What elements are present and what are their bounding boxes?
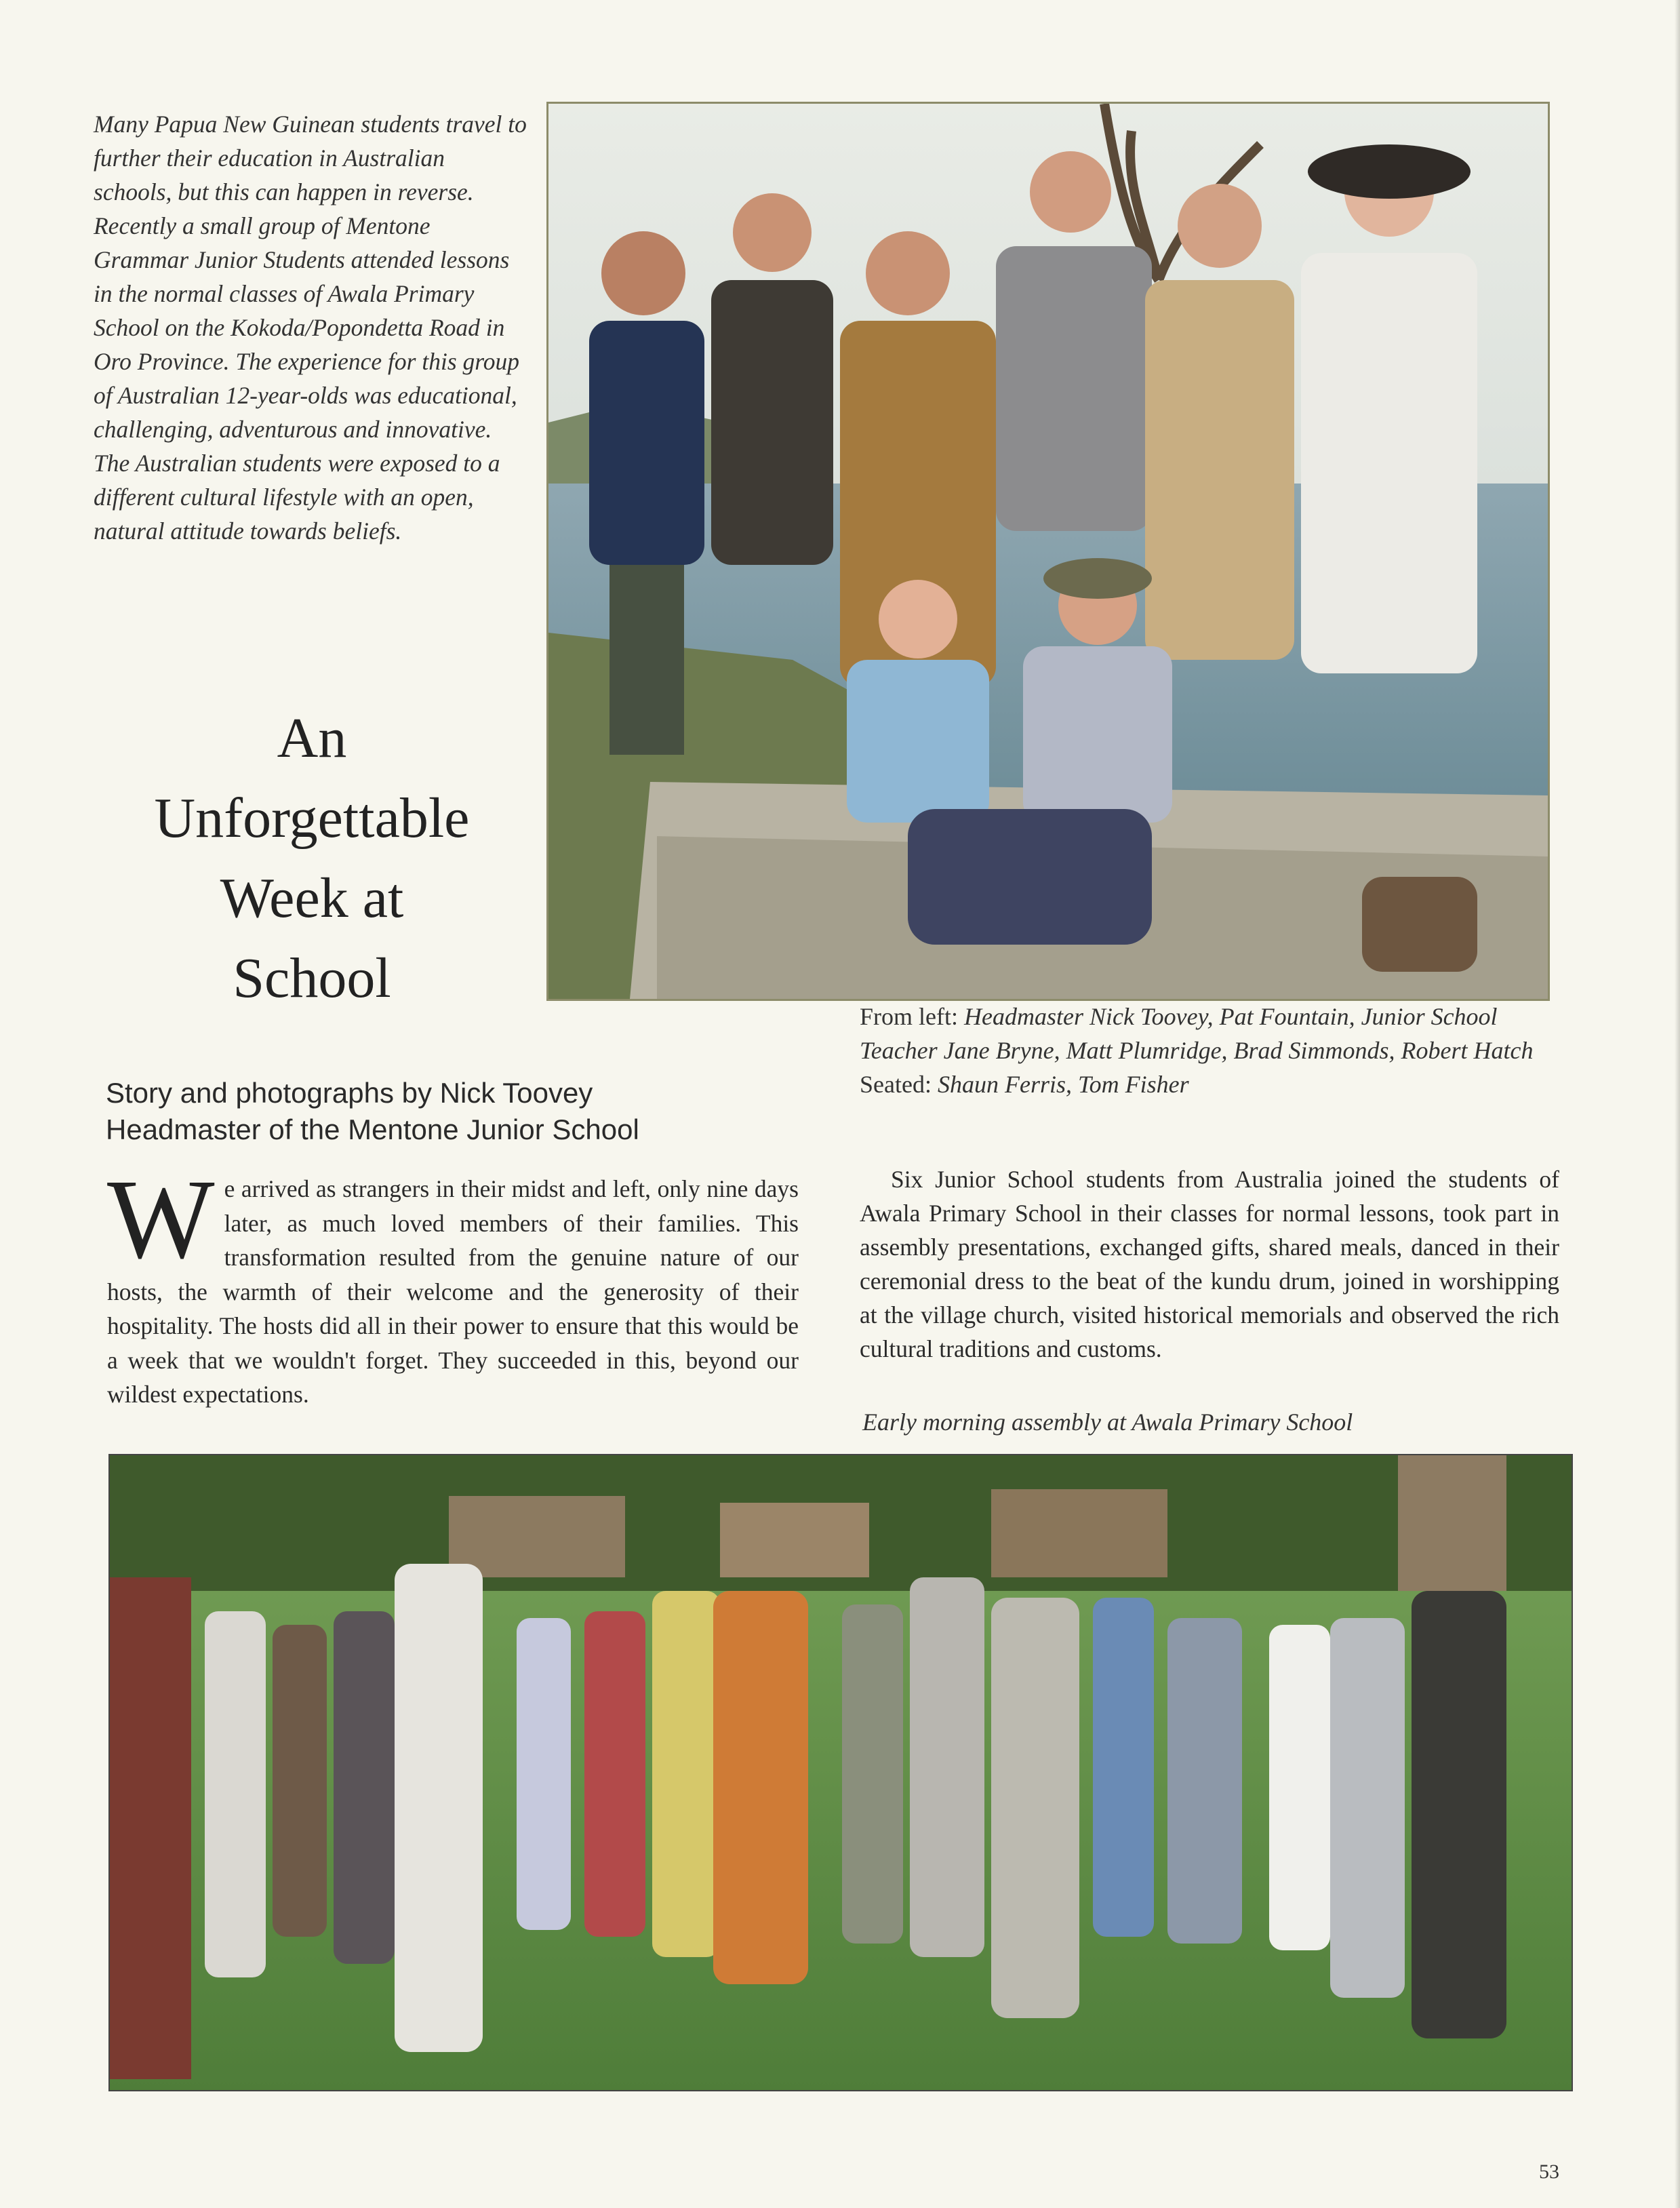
byline xyxy=(106,1075,716,1148)
caption-from-left-names: Headmaster Nick Toovey, Pat Fountain, Junior School Teacher Jane Bryne, Matt Plumridge, Brad Simmonds, Robert Hatch xyxy=(860,1003,1534,1064)
byline-role: Headmaster of the Mentone Junior School xyxy=(106,1113,639,1145)
group-photo-caption xyxy=(860,1000,1551,1101)
headline-line-4: School xyxy=(233,947,391,1010)
caption-seated-label: Seated: xyxy=(860,1071,932,1098)
intro-paragraph xyxy=(94,107,527,548)
caption-seated-names: Shaun Ferris, Tom Fisher xyxy=(937,1071,1189,1098)
headline-line-1: An xyxy=(277,707,347,770)
body-paragraph-left xyxy=(107,1156,799,1412)
page-number: 53 xyxy=(1539,2161,1559,2183)
assembly-photo-caption: Early morning assembly at Awala Primary School xyxy=(862,1408,1353,1436)
group-photo xyxy=(546,102,1550,1001)
caption-from-left-label: From left: xyxy=(860,1003,958,1030)
headline-line-2: Unforgettable xyxy=(154,787,470,850)
article-headline xyxy=(102,698,522,1019)
headline-line-3: Week at xyxy=(220,867,404,930)
body-left-text: e arrived as strangers in their midst and left, only nine days later, as much loved members of their families. This transformation resulted from the genuine nature of our hosts, the warmth of their welcome and the generosity of their hospitality. The hosts did all in their power to ensure that this would be a week that we wouldn't forget. They succeeded in this, beyond our wildest expectations. xyxy=(107,1175,799,1408)
page-edge-shadow xyxy=(1675,0,1680,2208)
byline-author: Story and photographs by Nick Toovey xyxy=(106,1077,593,1109)
body-right-text: Six Junior School students from Australia joined the students of Awala Primary School in their classes for normal lessons, took part in assembly presentations, exchanged gifts, shared meals, danced in their ceremonial dress to the beat of the kundu drum, joined in worshipping at the village church, visited historical memorials and observed the rich cultural traditions and customs. xyxy=(860,1166,1559,1362)
body-paragraph-right xyxy=(860,1162,1559,1366)
drop-cap: W xyxy=(107,1156,215,1282)
group-photo-image xyxy=(548,104,1548,999)
assembly-photo xyxy=(108,1454,1573,2091)
intro-text: Many Papua New Guinean students travel to further their education in Australian schools, but this can happen in reverse. Recently a small group of Mentone Grammar Junior Students attended lessons in the normal classes of Awala Primary School on the Kokoda/Popondetta Road in Oro Province. The experience for this group of Australian 12-year-olds was educational, challenging, adventurous and innovative. The Australian students were exposed to a different cultural lifestyle with an open, natural attitude towards beliefs. xyxy=(94,111,527,545)
assembly-photo-image xyxy=(110,1455,1572,2090)
